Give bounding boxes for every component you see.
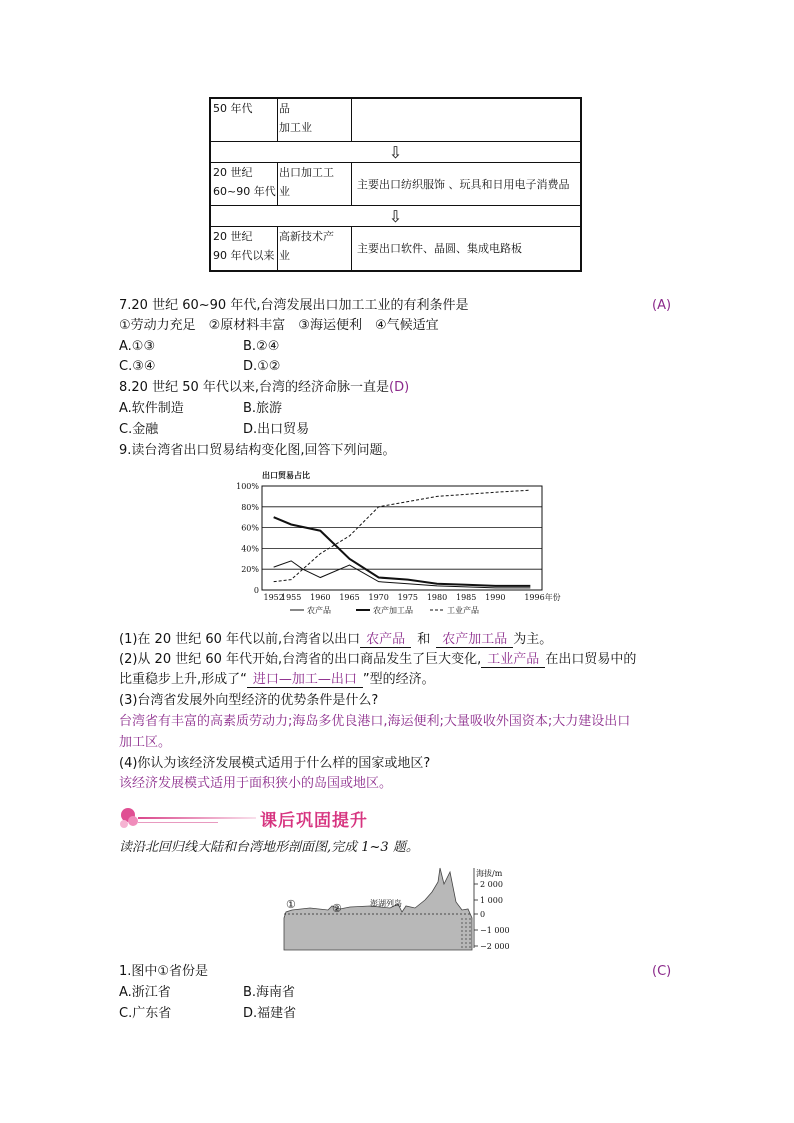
x-tick-label: 1952 — [263, 593, 284, 602]
q1-option-c: C.广东省 — [119, 1006, 172, 1021]
terrain-shape — [284, 868, 472, 950]
y-tick-label: 100% — [236, 482, 259, 491]
legend-label: 工业产品 — [447, 606, 479, 615]
q1-stem: 1.图中①省份是 — [119, 964, 209, 979]
q7-stem: 7.20 世纪 60~90 年代,台湾发展出口加工工业的有利条件是 — [119, 298, 469, 313]
q7-answer: (A) — [652, 298, 672, 313]
q7-option-c: C.③④ — [119, 359, 156, 374]
blank-answer: 农产品 — [360, 632, 411, 648]
q9-sub4-answer: 该经济发展模式适用于面积狭小的岛国或地区。 — [119, 776, 393, 791]
q9-sub4-question: (4)你认为该经济发展模式适用于什么样的国家或地区? — [119, 756, 431, 771]
q1-answer: (C) — [652, 964, 672, 979]
blank-answer: 农产加工品 — [436, 632, 513, 648]
note-cell — [351, 99, 580, 141]
legend-label: 农产加工品 — [373, 606, 413, 615]
period-cell: 20 世纪 60~90 年代 — [211, 163, 278, 205]
q8-answer: (D) — [389, 380, 410, 395]
q7-option-d: D.①② — [243, 359, 281, 374]
q1-option-a: A.浙江省 — [119, 985, 171, 1000]
x-tick-label: 1960 — [310, 593, 331, 602]
q7-items: ①劳动力充足 ②原材料丰富 ③海运便利 ④气候适宜 — [119, 318, 439, 333]
x-tick-label: 1970 — [368, 593, 389, 602]
y-tick-label: 20% — [241, 565, 259, 575]
q8-option-c: C.金融 — [119, 422, 159, 437]
industry-cell: 出口加工工 业 — [277, 163, 352, 205]
profile-intro: 读沿北回归线大陆和台湾地形剖面图,完成 1~3 题。 — [119, 840, 419, 855]
elevation-tick: 0 — [480, 910, 486, 919]
q9-sub3-question: (3)台湾省发展外向型经济的优势条件是什么? — [119, 693, 379, 708]
development-table — [209, 97, 582, 272]
y-tick-label: 60% — [241, 523, 259, 533]
elevation-tick: −2 000 — [480, 942, 510, 951]
elevation-tick: 1 000 — [480, 896, 503, 905]
q1-option-b: B.海南省 — [243, 985, 296, 1000]
note-cell: 主要出口软件、晶圆、集成电路板 — [357, 242, 522, 255]
label-1: ① — [286, 898, 296, 911]
elevation-tick: 2 000 — [480, 880, 503, 889]
q9-sub1: (1)在 20 世纪 60 年代以前,台湾省以出口 农产品 和 农产加工品 为主。 — [119, 632, 553, 647]
elevation-axis-title: 海拔/m — [476, 869, 503, 878]
table-row — [211, 99, 580, 142]
industry-cell: 品 加工业 — [277, 99, 352, 141]
plot-frame — [262, 486, 542, 590]
period-cell: 20 世纪 90 年代以来 — [211, 227, 278, 270]
note-cell: 主要出口纺织服饰 、玩具和日用电子消费品 — [357, 177, 570, 191]
chart-title: 出口贸易占比 — [262, 470, 310, 480]
x-tick-label: 1990 — [485, 593, 506, 602]
x-tick-label: 1975 — [397, 593, 419, 602]
blank-answer: 进口—加工—出口 — [247, 672, 363, 688]
x-tick-label: 1980 — [426, 593, 448, 602]
series-line-农产品 — [274, 561, 531, 588]
q9-sub2-line2: 比重稳步上升,形成了“ 进口—加工—出口 ”型的经济。 — [119, 672, 435, 687]
legend-label: 农产品 — [307, 606, 331, 615]
table-row — [211, 227, 580, 270]
q9-stem: 9.读台湾省出口贸易结构变化图,回答下列问题。 — [119, 443, 396, 458]
q8-option-b: B.旅游 — [243, 401, 283, 416]
period-cell: 50 年代 — [211, 99, 278, 141]
x-tick-label: 1996年份 — [524, 593, 561, 602]
q8-option-a: A.软件制造 — [119, 401, 184, 416]
x-tick-label: 1955 — [280, 593, 302, 602]
down-arrow-icon: ⇩ — [211, 206, 580, 227]
table-row — [211, 163, 580, 206]
q9-sub3-answer-line1: 台湾省有丰富的高素质劳动力;海岛多优良港口,海运便利;大量吸收外国资本;大力建设出口 — [119, 714, 631, 729]
q9-sub2-line1: (2)从 20 世纪 60 年代开始,台湾省的出口商品发生了巨大变化, 工业产品 在出口贸易中的 — [119, 652, 637, 667]
q8-stem: 8.20 世纪 50 年代以来,台湾的经济命脉一直是(D) — [119, 380, 410, 395]
q1-option-d: D.福建省 — [243, 1006, 297, 1021]
label-2: ② — [332, 902, 342, 915]
q8-option-d: D.出口贸易 — [243, 422, 310, 437]
elevation-tick: −1 000 — [480, 926, 510, 935]
y-tick-label: 80% — [241, 502, 259, 512]
terrain-profile-diagram — [280, 862, 520, 952]
q9-sub3-answer-line2: 加工区。 — [119, 735, 172, 750]
section-title: 课后巩固提升 — [260, 811, 368, 831]
label-penghu-islands: 澎湖列岛 — [370, 899, 402, 908]
export-structure-chart — [230, 466, 575, 621]
x-tick-label: 1965 — [339, 593, 360, 602]
q7-option-b: B.②④ — [243, 339, 280, 354]
x-tick-label: 1985 — [455, 593, 477, 602]
down-arrow-icon: ⇩ — [211, 142, 580, 163]
q7-option-a: A.①③ — [119, 339, 156, 354]
y-tick-label: 40% — [241, 544, 259, 554]
y-tick-label: 0 — [253, 586, 259, 595]
industry-cell: 高新技术产 业 — [277, 227, 352, 270]
series-line-工业产品 — [274, 490, 531, 582]
blank-answer: 工业产品 — [481, 652, 545, 668]
